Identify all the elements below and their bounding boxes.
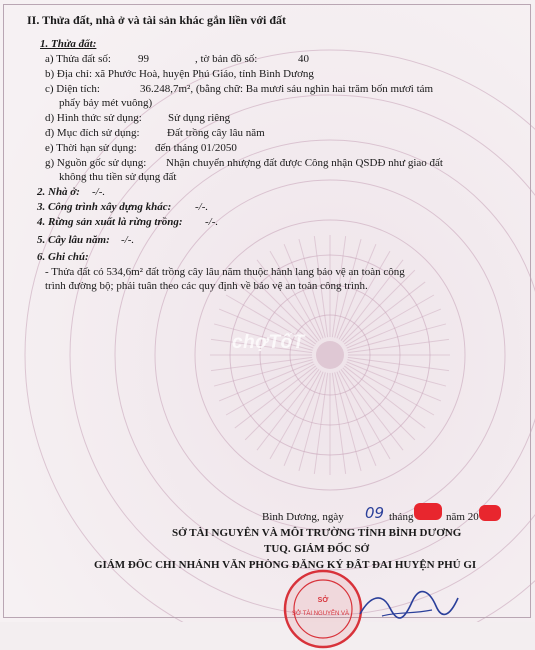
section-title: II. Thửa đất, nhà ở và tài sản khác gắn liền với đất bbox=[27, 13, 287, 27]
address-line: b) Địa chỉ: xã Phước Hoà, huyện Phú Giáo, tỉnh Bình Dương bbox=[45, 68, 314, 80]
purpose-label: đ) Mục đích sử dụng: bbox=[45, 127, 140, 139]
forest-value: -/-. bbox=[205, 216, 219, 228]
redacted-month bbox=[414, 503, 442, 520]
perennial-value: -/-. bbox=[121, 234, 135, 246]
notes-heading: 6. Ghi chú: bbox=[37, 251, 89, 263]
notes-line-2: trình đường bộ; phải tuân theo các quy định về bảo vệ an toàn công trình. bbox=[45, 280, 368, 292]
tuq-director: TUQ. GIÁM ĐỐC SỞ bbox=[264, 543, 370, 555]
area-label: c) Diện tích: bbox=[45, 83, 100, 95]
svg-text:SỞ: SỞ bbox=[317, 597, 329, 604]
map-sheet-label: , tờ bản đồ số: bbox=[195, 53, 258, 65]
chotot-watermark: chợTốT bbox=[232, 332, 305, 353]
parcel-number: 99 bbox=[138, 53, 149, 65]
use-form-label: d) Hình thức sử dụng: bbox=[45, 112, 142, 124]
perennial-heading: 5. Cây lâu năm: bbox=[37, 234, 110, 246]
construction-value: -/-. bbox=[195, 201, 209, 213]
area-words-continued: phẩy bảy mét vuông) bbox=[59, 97, 153, 109]
signature-day: 09 bbox=[365, 504, 385, 522]
branch-director-title: GIÁM ĐỐC CHI NHÁNH VĂN PHÒNG ĐĂNG KÝ ĐẤT ĐAI HUYỆN PHÚ GI bbox=[94, 559, 477, 571]
origin-label: g) Nguồn gốc sử dụng: bbox=[45, 157, 147, 169]
construction-heading: 3. Công trình xây dựng khác: bbox=[37, 201, 172, 213]
area-value: 36.248,7m², (bằng chữ: Ba mươi sáu nghìn hai trăm bốn mươi tám bbox=[140, 83, 434, 95]
term-value: đến tháng 01/2050 bbox=[155, 142, 237, 154]
use-form-value: Sử dụng riêng bbox=[168, 112, 231, 124]
house-value: -/-. bbox=[92, 186, 106, 198]
redacted-year bbox=[479, 505, 501, 521]
map-sheet-number: 40 bbox=[298, 53, 309, 65]
stamp-text: SỞ TÀI NGUYÊN VÀ bbox=[292, 611, 350, 617]
forest-heading: 4. Rừng sản xuất là rừng trồng: bbox=[37, 216, 183, 228]
parcel-label: a) Thửa đất số: bbox=[45, 53, 111, 65]
house-heading: 2. Nhà ở: bbox=[37, 186, 80, 198]
year-label: năm 20 bbox=[446, 511, 479, 523]
place-date: Bình Dương, ngày bbox=[262, 511, 344, 523]
notes-line-1: - Thửa đất có 534,6m² đất trồng cây lâu năm thuộc hành lang bảo vệ an toàn công bbox=[45, 266, 405, 278]
origin-value: Nhận chuyển nhượng đất được Công nhận QSDĐ như giao đất bbox=[166, 157, 443, 169]
land-heading: 1. Thửa đất: bbox=[40, 38, 97, 50]
term-label: e) Thời hạn sử dụng: bbox=[45, 142, 137, 154]
month-label: tháng bbox=[389, 511, 414, 523]
office-name: SỞ TÀI NGUYÊN VÀ MÔI TRƯỜNG TỈNH BÌNH DƯƠNG bbox=[172, 527, 462, 539]
origin-continued: không thu tiền sử dụng đất bbox=[59, 171, 177, 183]
purpose-value: Đất trồng cây lâu năm bbox=[167, 127, 265, 139]
handwritten-signature-icon bbox=[352, 586, 462, 622]
